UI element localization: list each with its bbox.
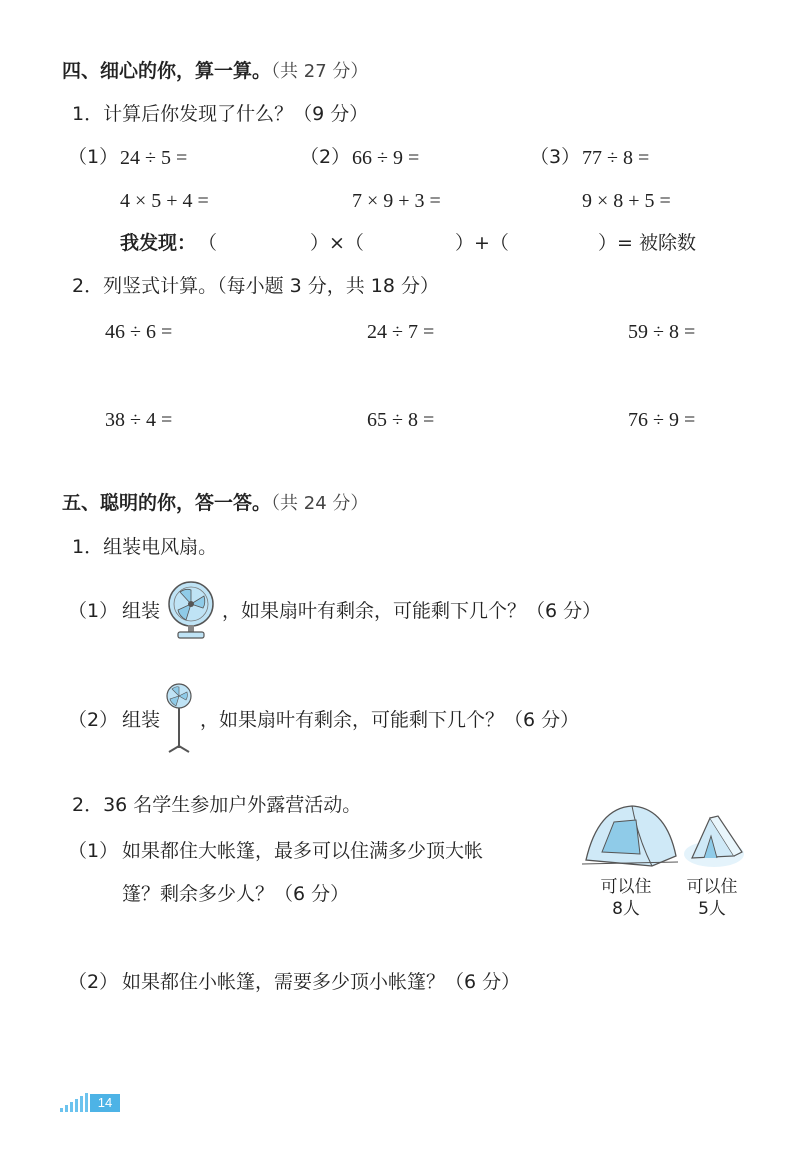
big-tent-caption-line2: 8人 — [612, 899, 640, 920]
q5-1-label: 1．组装电风扇。 — [72, 536, 218, 558]
q4-1-item3-b: 9 × 8 + 5 = — [582, 190, 671, 212]
q4-2-r1-1: 46 ÷ 6 = — [105, 321, 173, 343]
q5-2-p1-no: （1） — [68, 840, 119, 862]
q4-1-item1-no: （1） — [68, 146, 119, 168]
desk-fan-icon — [166, 578, 216, 640]
q5-1-p1-post: ，如果扇叶有剩余，可能剩下几个？（6 分） — [222, 600, 602, 622]
q5-2-p2-no: （2） — [68, 971, 119, 993]
formula-part2: ）×（ — [310, 232, 364, 254]
big-tent-caption — [588, 876, 664, 920]
small-tent-caption-line1: 可以住 — [686, 877, 738, 897]
page-number: 14 — [90, 1094, 120, 1112]
q5-2-p1-line1: 如果都住大帐篷，最多可以住满多少顶大帐 — [122, 840, 484, 862]
q4-1-item2-b: 7 × 9 + 3 = — [352, 190, 441, 212]
q4-1-label: 1．计算后你发现了什么？（9 分） — [72, 103, 369, 125]
q4-1-item1-a: 24 ÷ 5 = — [120, 147, 188, 169]
small-tent-icon — [684, 808, 744, 868]
standing-fan-icon — [164, 682, 194, 756]
q5-1-p2-post: ，如果扇叶有剩余，可能剩下几个？（6 分） — [200, 709, 580, 731]
q5-2-label: 2．36 名学生参加户外露营活动。 — [72, 794, 362, 816]
formula-part4: ）= 被除数 — [598, 232, 696, 254]
q4-1-item2-a: 66 ÷ 9 = — [352, 147, 420, 169]
q4-2-r1-3: 59 ÷ 8 = — [628, 321, 696, 343]
big-tent-icon — [580, 798, 680, 870]
q4-2-r2-2: 65 ÷ 8 = — [367, 409, 435, 431]
q4-1-item3-a: 77 ÷ 8 = — [582, 147, 650, 169]
small-tent-caption — [674, 876, 750, 920]
q5-1-p1-no: （1） — [68, 600, 119, 622]
section4-heading: 四、细心的你，算一算。 — [62, 60, 272, 82]
q5-2-p1-line2: 篷？剩余多少人？（6 分） — [122, 883, 350, 905]
q5-1-p2-pre: 组装 — [122, 709, 161, 731]
q5-1-p1-pre: 组装 — [122, 600, 161, 622]
section5-heading-row — [62, 494, 368, 513]
q5-2-p2-text: 如果都住小帐篷，需要多少顶小帐篷？（6 分） — [122, 971, 521, 993]
q4-1-item1-b: 4 × 5 + 4 = — [120, 190, 209, 212]
q4-2-label: 2．列竖式计算。（每小题 3 分，共 18 分） — [72, 275, 440, 297]
q4-2-r2-1: 38 ÷ 4 = — [105, 409, 173, 431]
q5-1-p2-no: （2） — [68, 709, 119, 731]
small-tent-caption-line2: 5人 — [698, 899, 726, 920]
section5-score: （共 24 分） — [271, 493, 369, 514]
section5-heading: 五、聪明的你，答一答。 — [62, 492, 272, 514]
q4-1-item2-no: （2） — [300, 146, 351, 168]
formula-part3: ）+（ — [455, 232, 509, 254]
page-decoration-bars — [60, 1092, 90, 1112]
q4-2-r1-2: 24 ÷ 7 = — [367, 321, 435, 343]
section4-heading-row — [62, 62, 368, 81]
q4-1-item3-no: （3） — [530, 146, 581, 168]
q4-2-r2-3: 76 ÷ 9 = — [628, 409, 696, 431]
formula-part1: （ — [198, 232, 218, 254]
section4-score: （共 27 分） — [271, 61, 369, 82]
big-tent-caption-line1: 可以住 — [600, 877, 652, 897]
discover-label: 我发现： — [120, 232, 197, 254]
